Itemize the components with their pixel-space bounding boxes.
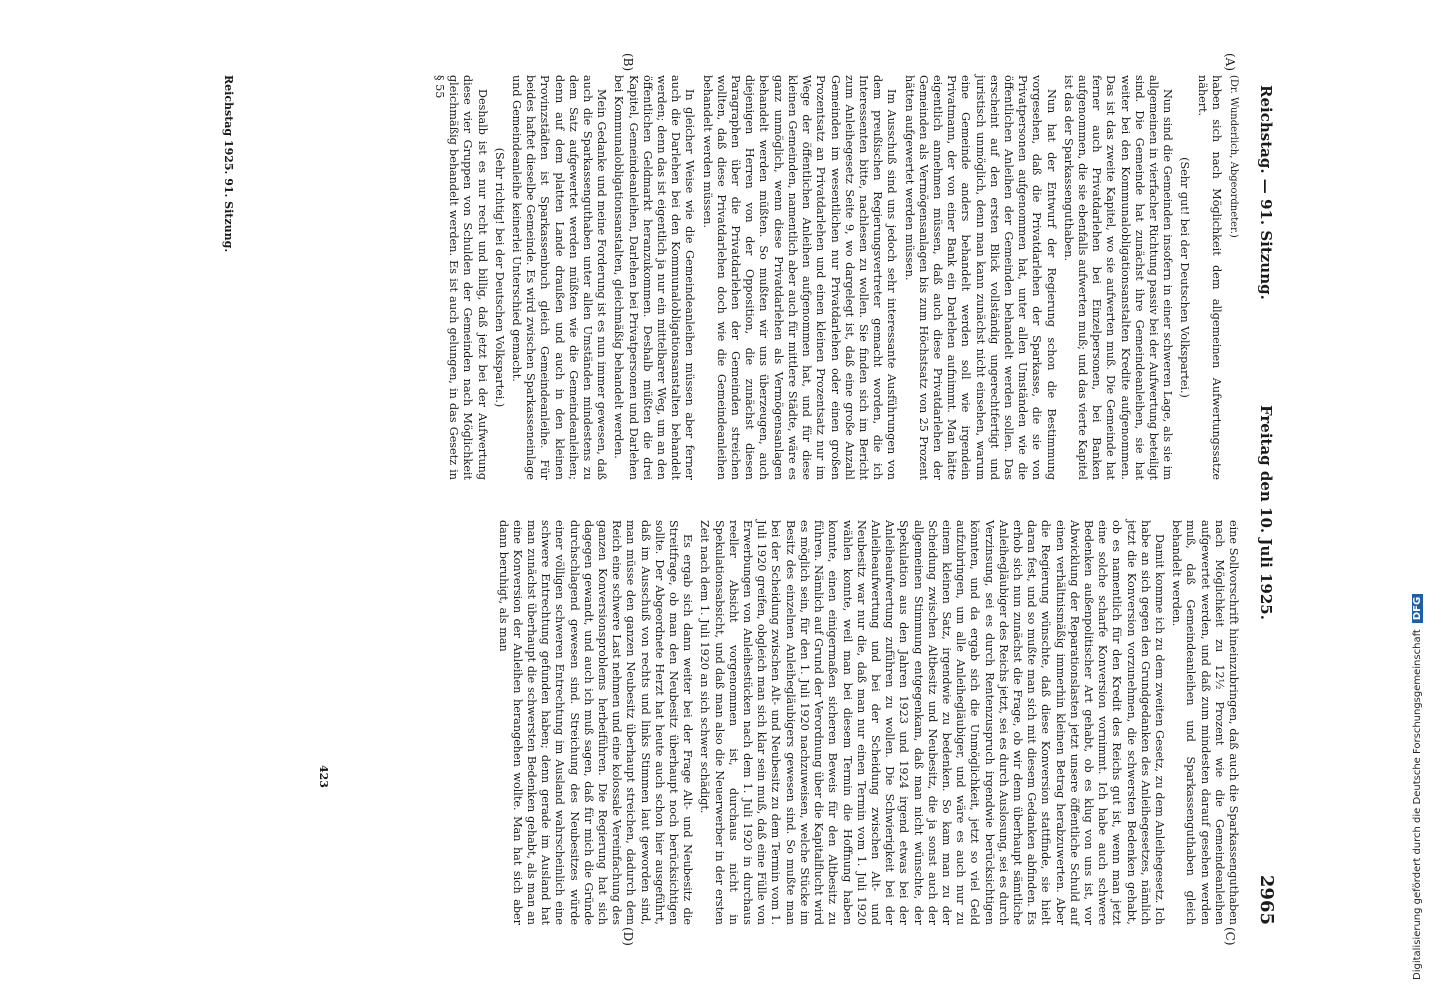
interjection: (Sehr richtig! bei der Deutschen Volkspartei.) bbox=[492, 147, 506, 408]
text-column-right bbox=[170, 520, 1240, 925]
paragraph: In gleicher Weise wie die Gemeindeanleihen müssen aber ferner auch die Darlehen bei den Kommunalobligationsanstalten behandelt werden; denn das ist eigentlich ja nur ein mittelbarer Weg, um an den öffentlichen Geldmarkt heranzukommen. Deshalb müßten die drei Kapitel, Gemeindeanleihen, Darlehen bei Privatpersonen und Darlehen bei Kommunalobligationsanstalten, gleichmäßig behandelt werden. bbox=[612, 75, 697, 480]
digitization-credit bbox=[1412, 0, 1432, 980]
margin-marker-a: (A) bbox=[1223, 53, 1237, 72]
margin-marker-d: (D) bbox=[621, 927, 635, 946]
header-left: Reichstag. — 91. Sitzung. bbox=[1257, 85, 1275, 300]
paragraph: eine Sollvorschrift hineinzubringen, daß auch die Sparkassenguthaben nach Möglichkeit zu 12½ Prozent wie die Gemeindeanleihen aufgewertet werden, und daß zum mindesten darauf gesehen werden muß, daß Gemeindeanleihen und Sparkassenguthaben gleich behandelt werden. bbox=[1170, 520, 1240, 925]
dfg-logo: DFG bbox=[1412, 594, 1423, 623]
paragraph: Deshalb ist es nur recht und billig, daß jetzt bei der Aufwertung diese vier Gruppen von Schulden der Gemeinden nach Möglichkeit gleichmäßig behandelt werden. Es ist auch gelungen, in das Gesetz in § 55 bbox=[433, 75, 489, 480]
paragraph: Mein Gedanke und meine Forderung ist es nun immer gewesen, daß auch die Sparkassenguthaben unter allen Umständen mindestens zu dem Satz aufgewertet werden müßten wie die Gemeindeanleihen; denn auf dem platten Lande draußen und auch in den kleinen Provinzstädten ist Sparkassenbuch gleich Gemeindeanleihe. Für beides haftet dieselbe Gemeinde. Es wird zwischen Sparkasseneinlage und Gemeindeanleihe keinerlei Unterschied gemacht. bbox=[510, 75, 609, 480]
paragraph: Nun sind die Gemeinden insofern in einer schweren Lage, als sie im allgemeinen in vierfacher Richtung passiv bei der Aufwertung beteiligt sind. Die Gemeinde hat zunächst ihre Gemeindeanleihen, sie hat weiter bei den Kommunalobligationsanstalten Kredite aufgenommen. Das ist das zweite Kapitel, wo sie aufwerten muß. Die Gemeinde hat ferner auch Privatdarlehen bei Einzelpersonen, bei Banken aufgenommen, die sie ebenfalls aufwerten muß; und das vierte Kapitel ist das der Sparkassenguthaben. bbox=[1061, 75, 1175, 480]
speaker-line: (Dr. Wunderlich, Abgeordneter.) bbox=[1228, 75, 1239, 238]
page-header bbox=[1245, 75, 1285, 935]
paragraph: Im Ausschuß sind uns jedoch sehr interessante Ausführungen von dem preußischen Regierungsvertreter gemacht worden, die ich Interessenten bitte, nachlesen zu wollen. Sie finden sich im Bericht zum Anleihegesetz Seite 9, wo dargelegt ist, daß eine große Anzahl Gemeinden im wesentlichen nur Privatdarlehen oder einen großen Prozentsatz an Privatdarlehen und einen kleinen Prozentsatz nur im Wege der öffentlichen Anleihen aufgenommen hat, und für diese kleinen Gemeinden, namentlich aber auch für mittlere Städte, wäre es ganz unmöglich, wenn diese Privatdarlehen als Vermögensanlagen behandelt werden müßten. So mußten wir uns überzeugen, auch diejenigen Herren von der Opposition, die zunächst diesen Paragraphen über die Privatdarlehen der Gemeinden streichen wollten, daß diese Privatdarlehen doch wie die Gemeindeanleihen behandelt werden müssen. bbox=[700, 75, 899, 480]
margin-marker-b: (B) bbox=[621, 53, 635, 72]
header-date: Freitag den 10. Juli 1925. bbox=[1257, 405, 1275, 620]
margin-marker-c: (C) bbox=[1223, 927, 1237, 946]
sheet-number: 423 bbox=[317, 765, 330, 788]
credit-text: Digitalisierung gefördert durch die Deutsche Forschungsgemeinschaft bbox=[1412, 629, 1423, 980]
page-footer: Reichstag 1925. 91. Sitzung. bbox=[222, 75, 235, 253]
paragraph: haben sich nach Möglichkeit dem allgemeinen Aufwertungssatze nähert. bbox=[1195, 75, 1223, 480]
paragraph: Damit komme ich zu dem zweiten Gesetz, zu dem Anleihegesetz. Ich habe an sich gegen den Grundgedanken des Anleihegesetzes, nämlich jetzt die Konversion vorzunehmen, die schwersten Bedenken gehabt, ob es namentlich für den Kredit des Reichs gut ist, wenn man jetzt eine solche scharfe Konversion vornimmt. Ich habe auch schwere Bedenken außenpolitischer Art gehabt, ob es klug von uns ist, vor Abwicklung der Reparationslasten jetzt unsere öffentliche Schuld auf einen verhältnismäßig immerhin kleinen Betrag herabzuwerten. Aber die Regierung wünschte, daß diese Konversion stattfinde, sie hielt daran fest, und so mußte man sich mit diesem Gedanken abfinden. Es erhob sich nun zunächst die Frage, ob wir denn überhaupt sämtliche Anleihegläubiger des Reichs jetzt, sei es durch Auslosung, sei es durch Verzinsung, sei es durch Rentenzuspruch irgendwie berücksichtigen könnten, und da ergab sich die Unmöglichkeit, jetzt so viel Geld aufzubringen, um alle Anleihegläubiger, und wäre es auch nur zu einem kleinen Satz, irgendwie zu bedenken. So kam man zu der Scheidung zwischen Altbesitz und Neubesitz, die ja sonst auch der allgemeinen Stimmung entgegenkam, daß man nicht wünschte, der Spekulation aus den Jahren 1923 und 1924 irgend etwas bei der Anleiheaufwertung zuführen zu wollen. Die Schwierigkeit bei der Anleiheaufwertung und bei der Scheidung zwischen Alt- und Neubesitz war nur die, daß man nur einen Termin vom 1. Juli 1920 wählen konnte, weil man bei diesem Termin die Hoffnung haben konnte, einen einigermaßen sicheren Beweis für den Altbesitz zu führen. Nämlich auf Grund der Verordnung über die Kapitalflucht wird es möglich sein, für den 1. Juli 1920 nachzuweisen, welche Stücke im Besitz des einzelnen Anleihegläubigers gewesen sind. So mußte man bei der Scheidung zwischen Alt- und Neubesitz zu dem Termin vom 1. Juli 1920 greifen, obgleich man sich klar sein muß, daß eine Fülle von Erwerbungen von Anleihestücken nach dem 1. Juli 1920 in durchaus reeller Absicht vorgenommen ist, durchaus nicht in Spekulationsabsicht, und daß man also die Neuerwerber in der ersten Zeit nach dem 1. Juli 1920 an sich schwer schädigt. bbox=[698, 520, 1166, 925]
page-number: 2965 bbox=[1256, 874, 1277, 925]
interjection: (Sehr gut! bei der Deutschen Volkspartei.) bbox=[1178, 157, 1192, 398]
scanned-page bbox=[85, 53, 1285, 946]
paragraph: Es ergab sich dann weiter bei der Frage Alt- und Neubesitz die Streitfrage, ob man den Neubesitz überhaupt noch berücksichtigen sollte. Der Abgeordnete Herzt hat heute auch schon hier ausgeführt, daß im Ausschuß von rechts und links Stimmen laut geworden sind, man müsse den ganzen Neubesitz überhaupt streichen, dadurch dem Reich eine schwere Last nehmen und eine kolossale Vereinfachung des ganzen Konversionsproblems herbeiführen. Die Regierung hat sich dagegen gewandt, und auch ich muß sagen, daß für mich die Gründe durchschlagend gewesen sind. Streichung des Neubesitzes würde einer völligen schweren Entrechtung im Ausland wahrscheinlich eine schwere Entrechtung gefunden haben; denn gerade im Ausland hat man zunächst überhaupt die schwersten Bedenken gehabt, als man an eine Konversion der Anleihen herangehen wollte. Man hat sich aber dann beruhigt, als man bbox=[496, 520, 695, 925]
text-column-left bbox=[170, 75, 1240, 480]
paragraph: Nun hat der Entwurf der Regierung schon die Bestimmung vorgesehen, daß die Privatdarlehen der Sparkasse, die sie von Privatpersonen aufgenommen hat, unter allen Umständen wie die öffentlichen Anleihen der Gemeinden behandelt werden sollen. Das erscheint auf den ersten Blick vollständig ungerechtfertigt und juristisch unmöglich, denn man kann zunächst nicht einsehen, warum eine Gemeinde anders behandelt werden soll wie irgendein Privatmann, der von einer Bank ein Darlehen aufnimmt. Man hätte eigentlich annehmen müssen, daß auch diese Privatdarlehen der Gemeinden als Vermögensanlagen bis zum Höchstsatz von 25 Prozent hätten aufgewertet werden müssen. bbox=[902, 75, 1058, 480]
